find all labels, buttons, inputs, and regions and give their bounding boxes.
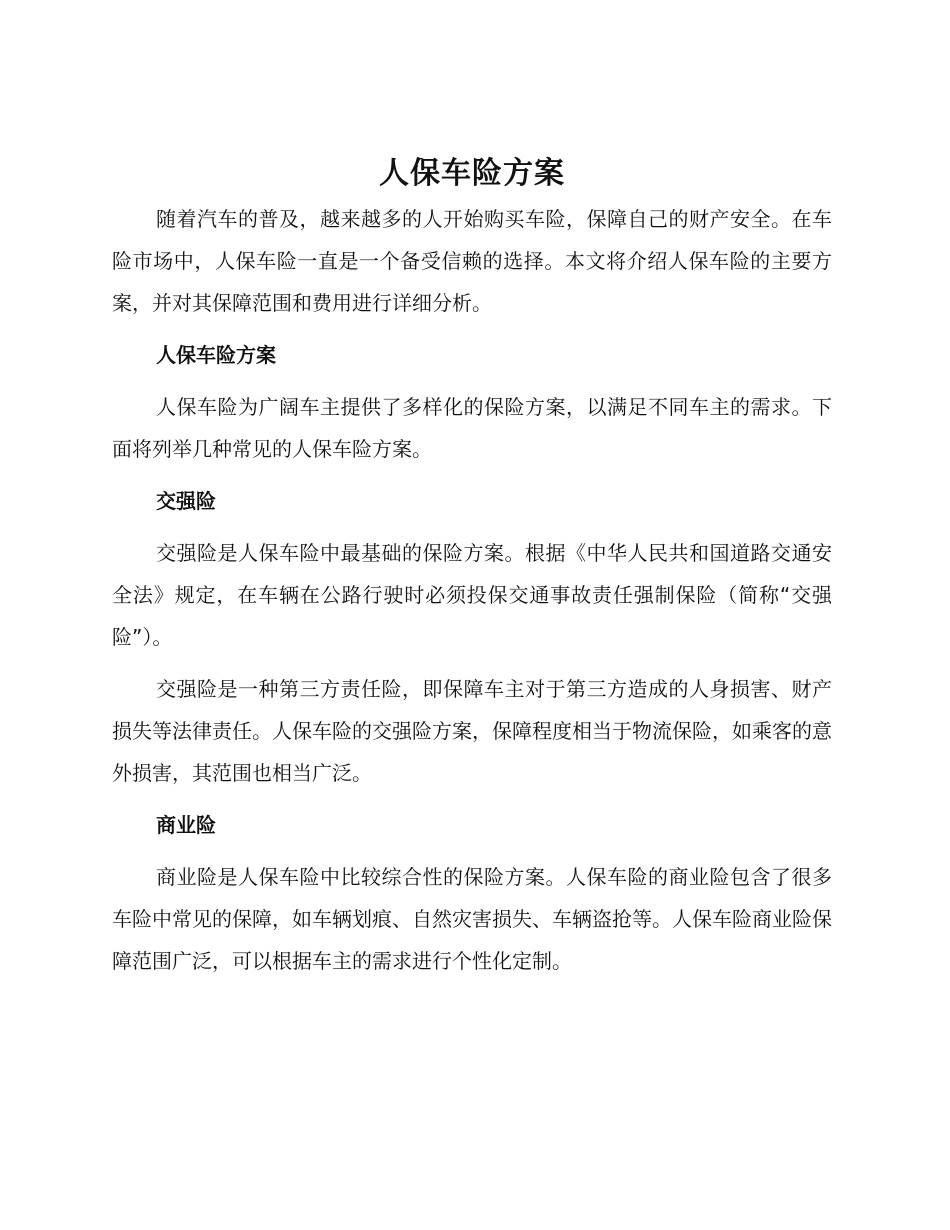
section-commercial-paragraph-1: 商业险是人保车险中比较综合性的保险方案。人保车险的商业险包含了很多车险中常见的保障，如车辆划痕、自然灾害损失、车辆盗抢等。人保车险商业险保障范围广泛，可以根据车主的需求进行个性化定制。 (112, 865, 832, 973)
document-page (112, 150, 832, 982)
section-plans-paragraph-1: 人保车险为广阔车主提供了多样化的保险方案，以满足不同车主的需求。下面将列举几种常见的人保车险方案。 (112, 395, 832, 461)
section-heading-plans: 人保车险方案 (156, 343, 276, 367)
section-compulsory-paragraph-2: 交强险是一种第三方责任险，即保障车主对于第三方造成的人身损害、财产损失等法律责任。人保车险的交强险方案，保障程度相当于物流保险，如乘客的意外损害，其范围也相当广泛。 (112, 677, 832, 785)
section-compulsory-paragraph-1: 交强险是人保车险中最基础的保险方案。根据《中华人民共和国道路交通安全法》规定，在车辆在公路行驶时必须投保交通事故责任强制保险（简称“交强险”）。 (112, 541, 832, 649)
section-heading-commercial: 商业险 (156, 813, 216, 837)
document-title: 人保车险方案 (379, 156, 565, 191)
section-heading-compulsory: 交强险 (156, 489, 216, 513)
intro-paragraph: 随着汽车的普及，越来越多的人开始购买车险，保障自己的财产安全。在车险市场中，人保车险一直是一个备受信赖的选择。本文将介绍人保车险的主要方案，并对其保障范围和费用进行详细分析。 (112, 207, 832, 315)
